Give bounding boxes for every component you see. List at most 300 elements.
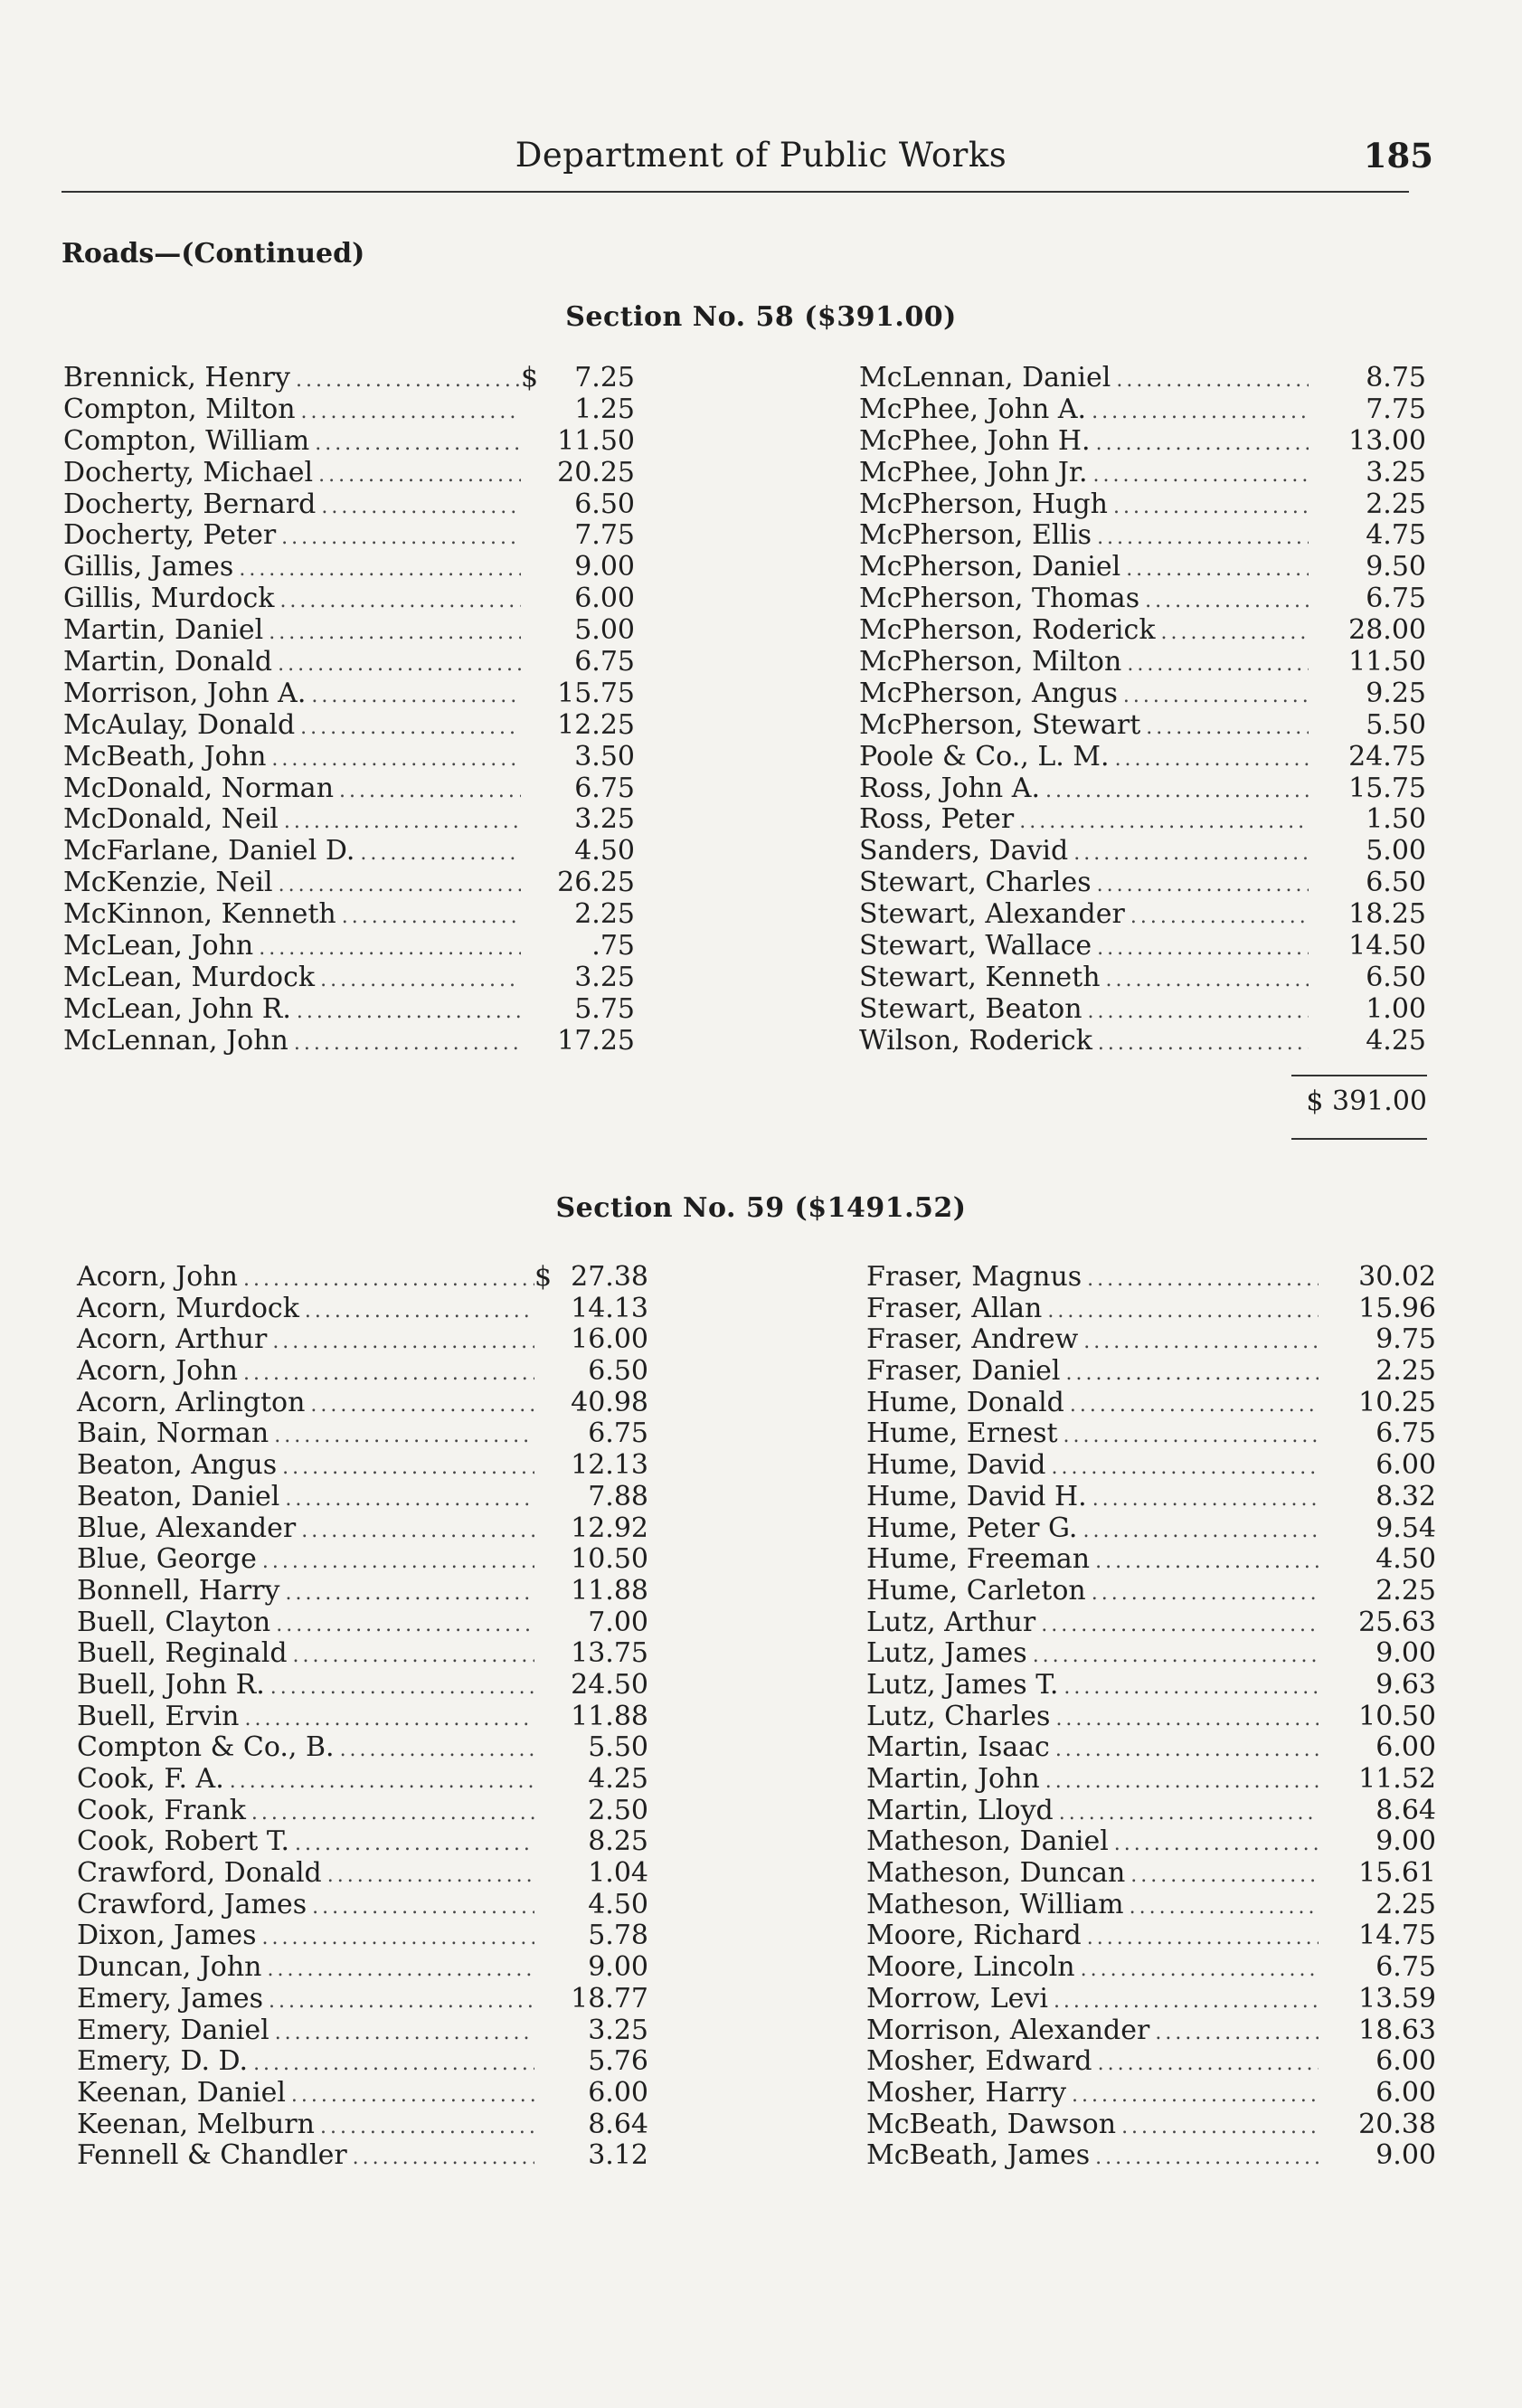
payee-name: Emery, Daniel: [77, 2014, 269, 2046]
ledger-row: [77, 2139, 648, 2171]
dot-leader: [1092, 1032, 1309, 1055]
payment-amount: 5.00: [574, 614, 635, 647]
payment-amount: 5.75: [574, 992, 635, 1025]
ledger-row: [859, 962, 1426, 993]
payee-name: Fraser, Allan: [866, 1292, 1043, 1324]
payment-amount: 9.00: [574, 551, 635, 583]
payee-name: Brennick, Henry: [63, 362, 290, 393]
payee-name: Buell, Ervin: [77, 1700, 240, 1732]
payee-name: Lutz, James T.: [866, 1668, 1059, 1701]
dot-leader: [253, 937, 521, 960]
payee-name: Martin, Daniel: [63, 614, 264, 647]
dot-leader: [1111, 369, 1309, 392]
payee-name: McPhee, John H.: [859, 424, 1091, 457]
ledger-row: [859, 803, 1426, 835]
ledger-row: [866, 1417, 1436, 1449]
section-58-left-column: [63, 362, 635, 1057]
payment-amount: 24.50: [571, 1668, 648, 1701]
payment-amount: 11.88: [571, 1700, 648, 1732]
payee-name: Emery, D. D.: [77, 2045, 249, 2078]
payment-amount: 9.75: [1375, 1323, 1436, 1356]
ledger-row: [866, 1387, 1436, 1418]
dot-leader: [224, 1770, 534, 1793]
dot-leader: [265, 1676, 534, 1699]
ledger-row: [77, 1355, 648, 1387]
ledger-row: [859, 741, 1426, 773]
payee-name: Bain, Norman: [77, 1417, 269, 1450]
payee-name: Matheson, William: [866, 1888, 1124, 1920]
payee-name: Lutz, James: [866, 1637, 1027, 1670]
ledger-row: [63, 678, 635, 709]
payment-amount: 3.25: [588, 2014, 648, 2046]
ledger-row: [866, 2045, 1436, 2077]
dot-leader: [1109, 1833, 1319, 1855]
ledger-row: [63, 393, 635, 425]
ledger-row: [859, 898, 1426, 930]
payee-name: Ross, Peter: [859, 803, 1015, 836]
dot-leader: [1108, 496, 1309, 518]
payee-name: Buell, Reginald: [77, 1637, 288, 1670]
payment-amount: 20.38: [1358, 2108, 1436, 2140]
ledger-row: [859, 457, 1426, 488]
payment-amount: 7.75: [1366, 393, 1426, 425]
ledger-row: [859, 867, 1426, 898]
ledger-row: [859, 393, 1426, 425]
ledger-row: [866, 1951, 1436, 1983]
dot-leader: [269, 2022, 534, 2044]
payment-amount: 1.25: [574, 393, 635, 425]
dot-leader: [307, 1896, 534, 1919]
dot-leader: [1101, 969, 1309, 991]
payment-amount: 15.61: [1358, 1857, 1436, 1890]
ledger-row: [63, 962, 635, 993]
payment-amount: 6.00: [574, 583, 635, 615]
payee-name: McPhee, John Jr.: [859, 456, 1088, 488]
dot-leader: [355, 842, 521, 865]
payment-amount: 9.25: [1366, 677, 1426, 709]
dot-leader: [296, 1520, 534, 1542]
payee-name: McBeath, Dawson: [866, 2108, 1117, 2140]
dot-leader: [1027, 1645, 1319, 1667]
payment-amount: 6.00: [1375, 2076, 1436, 2109]
dot-leader: [296, 401, 521, 423]
ledger-row: [63, 551, 635, 583]
dot-leader: [334, 780, 521, 802]
payee-name: Matheson, Duncan: [866, 1857, 1126, 1890]
ledger-row: [77, 1669, 648, 1701]
dot-leader: [272, 653, 521, 676]
payee-name: Martin, Lloyd: [866, 1794, 1054, 1826]
ledger-row: [866, 1701, 1436, 1732]
dot-leader: [1124, 1896, 1319, 1919]
dot-leader: [266, 748, 521, 771]
payee-name: Stewart, Wallace: [859, 930, 1092, 962]
dot-leader: [288, 1645, 534, 1667]
dot-leader: [1040, 1770, 1319, 1793]
ledger-row: [77, 2077, 648, 2109]
payment-amount: 12.13: [571, 1449, 648, 1482]
payee-name: Compton & Co., B.: [77, 1731, 335, 1764]
dot-leader: [1082, 1000, 1309, 1023]
dot-leader: [1149, 2022, 1319, 2044]
payee-name: McPherson, Thomas: [859, 583, 1140, 615]
payee-name: Compton, Milton: [63, 393, 296, 425]
dot-leader: [274, 590, 521, 612]
ledger-row: [77, 1261, 648, 1293]
dot-leader: [1118, 685, 1309, 707]
payment-amount: 13.59: [1358, 1982, 1436, 2015]
payment-amount: 8.25: [588, 1825, 648, 1858]
payment-amount: 9.50: [1366, 551, 1426, 583]
dot-leader: [240, 1708, 535, 1730]
dot-leader: [1066, 2084, 1319, 2107]
payment-amount: 7.75: [574, 519, 635, 552]
payee-name: Hume, Peter G.: [866, 1512, 1078, 1544]
dot-leader: [263, 621, 521, 644]
payment-amount: 11.88: [571, 1574, 648, 1607]
dot-leader: [270, 1614, 534, 1636]
payment-amount: 15.75: [1348, 772, 1426, 804]
ledger-row: [63, 425, 635, 457]
ledger-row: [866, 1481, 1436, 1512]
dot-leader: [1091, 432, 1309, 455]
dot-leader: [1140, 716, 1309, 739]
payment-amount: 4.50: [574, 835, 635, 867]
ledger-row: [866, 1825, 1436, 1857]
dot-leader: [306, 685, 521, 707]
payment-amount: 2.25: [1375, 1355, 1436, 1388]
payment-amount: 6.75: [588, 1417, 648, 1450]
payee-name: Keenan, Melburn: [77, 2108, 315, 2140]
dot-leader: [1040, 780, 1309, 802]
ledger-row: [859, 646, 1426, 678]
dot-leader: [246, 1802, 534, 1825]
payment-amount: 9.63: [1375, 1668, 1436, 1701]
currency-symbol: $: [534, 1261, 553, 1293]
payment-amount: 25.63: [1358, 1606, 1436, 1638]
ledger-row: [77, 2109, 648, 2140]
dot-leader: [233, 558, 521, 581]
payment-amount: 2.25: [1375, 1888, 1436, 1920]
ledger-row: [77, 1857, 648, 1889]
payee-name: Stewart, Alexander: [859, 898, 1125, 931]
payment-amount: 8.64: [588, 2108, 648, 2140]
payee-name: McDonald, Norman: [63, 772, 335, 804]
payment-amount: 9.00: [1375, 1637, 1436, 1670]
dot-leader: [1082, 1927, 1319, 1949]
payee-name: McKinnon, Kenneth: [63, 898, 336, 931]
payment-amount: 7.25: [574, 362, 635, 393]
payee-name: Emery, James: [77, 1982, 263, 2015]
payee-name: Acorn, Arlington: [77, 1386, 306, 1418]
section-58-total-rule-top: [1291, 1075, 1427, 1076]
payee-name: Lutz, Arthur: [866, 1606, 1036, 1638]
payment-amount: 6.00: [1375, 2045, 1436, 2078]
ledger-row: [866, 1543, 1436, 1575]
ledger-row: [859, 614, 1426, 646]
payee-name: McKenzie, Neil: [63, 867, 273, 899]
dot-leader: [267, 1331, 534, 1353]
ledger-row: [63, 773, 635, 804]
payment-amount: 6.50: [1366, 867, 1426, 899]
payment-amount: 4.50: [588, 1888, 648, 1920]
payee-name: McPherson, Stewart: [859, 708, 1141, 741]
ledger-row: [77, 1607, 648, 1638]
payee-name: Morrison, Alexander: [866, 2014, 1150, 2046]
payee-name: Cook, Robert T.: [77, 1825, 290, 1858]
payee-name: Wilson, Roderick: [859, 1024, 1092, 1057]
ledger-row: [77, 1449, 648, 1481]
dot-leader: [1092, 2052, 1319, 2075]
payee-name: Ross, John A.: [859, 772, 1040, 804]
payee-name: Keenan, Daniel: [77, 2076, 286, 2109]
ledger-row: [866, 1731, 1436, 1763]
payee-name: Morrow, Levi: [866, 1982, 1048, 2015]
dot-leader: [309, 432, 521, 455]
ledger-row: [866, 2015, 1436, 2046]
payment-amount: 5.00: [1366, 835, 1426, 867]
payment-amount: 8.32: [1375, 1480, 1436, 1512]
payment-amount: 4.25: [1366, 1024, 1426, 1057]
payee-name: Beaton, Angus: [77, 1449, 278, 1482]
payment-amount: 12.92: [571, 1512, 648, 1544]
payee-name: Fraser, Daniel: [866, 1355, 1061, 1388]
payment-amount: 5.76: [588, 2045, 648, 2078]
dot-leader: [1061, 1362, 1319, 1385]
payment-amount: 11.52: [1358, 1763, 1436, 1795]
section-59-left-column: [77, 1261, 648, 2171]
ledger-row: [866, 1669, 1436, 1701]
payee-name: McPherson, Daniel: [859, 551, 1121, 583]
dot-leader: [279, 1488, 534, 1511]
ledger-row: [77, 1701, 648, 1732]
payment-amount: 20.25: [557, 456, 635, 488]
payment-amount: 30.02: [1358, 1261, 1436, 1293]
ledger-row: [63, 614, 635, 646]
payee-name: Acorn, John: [77, 1261, 238, 1293]
dot-leader: [1125, 1864, 1319, 1887]
payment-amount: 4.75: [1366, 519, 1426, 552]
ledger-row: [63, 488, 635, 520]
payee-name: Acorn, Murdock: [77, 1292, 299, 1324]
payee-name: Docherty, Michael: [63, 456, 314, 488]
payee-name: Compton, William: [63, 424, 310, 457]
page-number: 185: [1363, 136, 1433, 175]
dot-leader: [276, 526, 521, 549]
payee-name: Crawford, James: [77, 1888, 307, 1920]
ledger-row: [77, 1323, 648, 1355]
ledger-row: [63, 457, 635, 488]
ledger-row: [77, 1512, 648, 1544]
ledger-row: [859, 993, 1426, 1025]
payment-amount: 3.12: [588, 2139, 648, 2172]
payee-name: McLennan, Daniel: [859, 362, 1111, 393]
page-header-title: Department of Public Works: [515, 136, 1007, 175]
payee-name: Acorn, John: [77, 1355, 238, 1388]
payee-name: McFarlane, Daniel D.: [63, 835, 355, 867]
payment-amount: 11.50: [1348, 646, 1426, 678]
ledger-row: [77, 1951, 648, 1983]
dot-leader: [248, 2052, 534, 2075]
ledger-row: [859, 551, 1426, 583]
payment-amount: 3.50: [574, 740, 635, 773]
dot-leader: [238, 1362, 534, 1385]
payment-amount: 12.25: [557, 708, 635, 741]
dot-leader: [1125, 905, 1309, 928]
ledger-row: [77, 1763, 648, 1795]
ledger-row: [77, 1575, 648, 1607]
dot-leader: [1077, 1520, 1319, 1542]
payment-amount: 16.00: [571, 1323, 648, 1356]
ledger-row: [63, 993, 635, 1025]
payment-amount: 6.75: [574, 772, 635, 804]
payee-name: McBeath, John: [63, 740, 267, 773]
payee-name: Fraser, Andrew: [866, 1323, 1079, 1356]
dot-leader: [286, 2084, 534, 2107]
dot-leader: [1078, 1331, 1319, 1353]
payee-name: McPherson, Ellis: [859, 519, 1092, 552]
payment-amount: 5.78: [588, 1920, 648, 1952]
payment-amount: 7.88: [588, 1480, 648, 1512]
ledger-row: [859, 362, 1426, 393]
ledger-row: [77, 2045, 648, 2077]
section-59-heading: Section No. 59 ($1491.52): [555, 1192, 967, 1224]
payee-name: McDonald, Neil: [63, 803, 279, 836]
dot-leader: [316, 496, 521, 518]
payee-name: Gillis, Murdock: [63, 583, 275, 615]
section-58-total: $ 391.00: [1306, 1085, 1427, 1117]
payment-amount: 10.50: [1358, 1700, 1436, 1732]
dot-leader: [1035, 1614, 1319, 1636]
ledger-row: [77, 1920, 648, 1951]
payee-name: Fraser, Magnus: [866, 1261, 1082, 1293]
dot-leader: [263, 1990, 534, 2013]
payment-amount: 26.25: [557, 867, 635, 899]
payee-name: Lutz, Charles: [866, 1700, 1051, 1732]
ledger-row: [63, 709, 635, 741]
dot-leader: [289, 1833, 534, 1855]
payment-amount: 8.75: [1366, 362, 1426, 393]
payment-amount: 28.00: [1348, 614, 1426, 647]
dot-leader: [273, 874, 521, 896]
ledger-row: [77, 1825, 648, 1857]
ledger-row: [63, 1025, 635, 1057]
payee-name: Blue, Alexander: [77, 1512, 297, 1544]
payment-amount: 4.25: [588, 1763, 648, 1795]
payment-amount: 5.50: [1366, 708, 1426, 741]
payee-name: Buell, John R.: [77, 1668, 265, 1701]
payment-amount: 14.50: [1348, 930, 1426, 962]
payment-amount: 13.75: [571, 1637, 648, 1670]
payee-name: Moore, Richard: [866, 1920, 1082, 1952]
payee-name: Cook, Frank: [77, 1794, 246, 1826]
payee-name: Martin, Isaac: [866, 1731, 1050, 1764]
ledger-row: [866, 1323, 1436, 1355]
payee-name: Crawford, Donald: [77, 1857, 322, 1890]
dot-leader: [1090, 1550, 1319, 1573]
ledger-row: [77, 1387, 648, 1418]
ledger-row: [63, 741, 635, 773]
dot-leader: [322, 1864, 534, 1887]
payment-amount: 7.00: [588, 1606, 648, 1638]
payee-name: Gillis, James: [63, 551, 234, 583]
dot-leader: [1086, 401, 1309, 423]
payment-amount: 9.00: [1375, 1825, 1436, 1858]
dot-leader: [1064, 1394, 1319, 1417]
payment-amount: 4.50: [1375, 1543, 1436, 1576]
ledger-row: [63, 898, 635, 930]
payee-name: Mosher, Edward: [866, 2045, 1092, 2078]
payment-amount: 13.00: [1348, 424, 1426, 457]
ledger-row: [77, 1889, 648, 1920]
payment-amount: 6.00: [1375, 1731, 1436, 1764]
dot-leader: [299, 1300, 534, 1323]
payment-amount: 15.75: [557, 677, 635, 709]
dot-leader: [1075, 1958, 1319, 1981]
ledger-row: [866, 1983, 1436, 2015]
dot-leader: [1139, 590, 1309, 612]
payment-amount: 1.50: [1366, 803, 1426, 836]
ledger-row: [859, 519, 1426, 551]
payment-amount: 6.00: [588, 2076, 648, 2109]
payee-name: Docherty, Peter: [63, 519, 277, 552]
payee-name: Hume, Carleton: [866, 1574, 1086, 1607]
ledger-row: [866, 1889, 1436, 1920]
payment-amount: 6.00: [1375, 1449, 1436, 1482]
payment-amount: 6.75: [1366, 583, 1426, 615]
payment-amount: 17.25: [557, 1024, 635, 1057]
dot-leader: [291, 1000, 521, 1023]
dot-leader: [1087, 1488, 1319, 1511]
payee-name: Poole & Co., L. M.: [859, 740, 1110, 773]
ledger-row: [63, 362, 635, 393]
payee-name: McPherson, Angus: [859, 677, 1118, 709]
ledger-row: [77, 2015, 648, 2046]
ledger-row: [77, 1731, 648, 1763]
dot-leader: [1092, 874, 1309, 896]
ledger-row: [63, 930, 635, 962]
payment-amount: 6.50: [574, 488, 635, 520]
ledger-row: [77, 1293, 648, 1324]
payee-name: Martin, John: [866, 1763, 1040, 1795]
payment-amount: 18.25: [1348, 898, 1426, 931]
payee-name: Hume, David H.: [866, 1480, 1087, 1512]
payment-amount: 6.75: [574, 646, 635, 678]
ledger-row: [866, 1261, 1436, 1293]
ledger-row: [866, 1293, 1436, 1324]
section-58-heading: Section No. 58 ($391.00): [565, 301, 957, 333]
payee-name: McLean, Murdock: [63, 961, 316, 993]
dot-leader: [1058, 1425, 1319, 1447]
payment-amount: 11.50: [557, 424, 635, 457]
ledger-row: [866, 2109, 1436, 2140]
ledger-row: [63, 519, 635, 551]
ledger-row: [77, 1637, 648, 1669]
section-59-right-column: [866, 1261, 1436, 2171]
payee-name: McPhee, John A.: [859, 393, 1087, 425]
dot-leader: [305, 1394, 534, 1417]
ledger-row: [866, 1449, 1436, 1481]
section-58-total-rule-bottom: [1291, 1138, 1427, 1140]
ledger-row: [859, 583, 1426, 614]
payee-name: Stewart, Charles: [859, 867, 1092, 899]
dot-leader: [279, 1582, 534, 1605]
payment-amount: 15.96: [1358, 1292, 1436, 1324]
ledger-row: [859, 773, 1426, 804]
payment-amount: 10.50: [571, 1543, 648, 1576]
payee-name: Morrison, John A.: [63, 677, 307, 709]
payment-amount: 1.04: [588, 1857, 648, 1890]
